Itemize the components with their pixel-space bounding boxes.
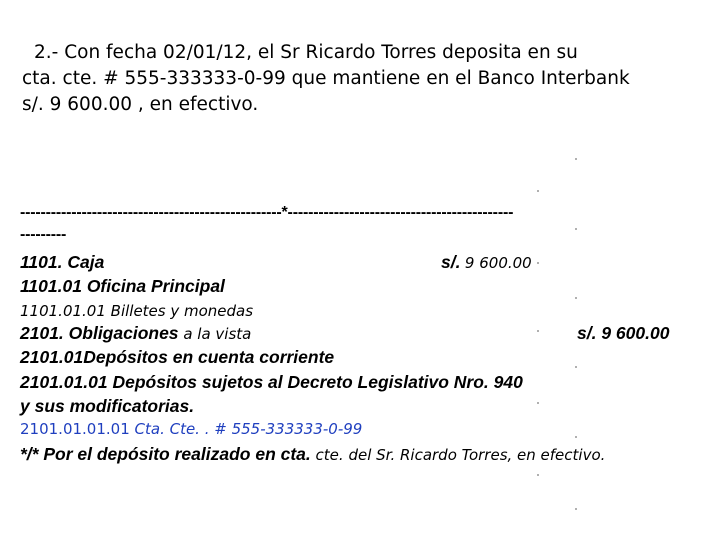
- debit-divisionary: 1101.01.01 Billetes y monedas: [20, 302, 254, 320]
- debit-amount-cell: [441, 252, 532, 273]
- credit-account: [20, 323, 251, 344]
- speck: [575, 508, 577, 510]
- speck: [575, 366, 577, 368]
- credit-detail-code: 2101.01.01.01: [20, 420, 130, 438]
- speck: [575, 297, 577, 299]
- gloss-main: */* Por el depósito realizado en cta.: [20, 444, 311, 464]
- speck: [537, 474, 539, 476]
- speck: [537, 402, 539, 404]
- speck: [537, 330, 539, 332]
- debit-currency: s/.: [441, 252, 461, 272]
- entry-separator-top: ---------------------------------------------------*--------------------------------------------: [20, 204, 514, 221]
- debit-amount: 9 600.00: [464, 254, 532, 272]
- speck: [575, 228, 577, 230]
- gloss-detail: cte. del Sr. Ricardo Torres, en efectivo.: [310, 446, 606, 464]
- speck: [575, 436, 577, 438]
- entry-gloss: [20, 444, 605, 465]
- credit-subaccount: 2101.01Depósitos en cuenta corriente: [20, 347, 335, 367]
- statement-line-3: s/. 9 600.00 , en efectivo.: [22, 94, 259, 115]
- problem-statement: [22, 40, 702, 118]
- speck: [537, 262, 539, 264]
- credit-divisionary-line-2: y sus modificatorias.: [20, 396, 195, 416]
- speck: [537, 190, 539, 192]
- speck: [575, 158, 577, 160]
- entry-separator-wrap: ---------: [20, 226, 67, 243]
- credit-detail: [20, 420, 362, 439]
- credit-amount: s/. 9 600.00: [577, 323, 670, 343]
- credit-account-name: 2101. Obligaciones: [20, 323, 179, 343]
- credit-divisionary-line-1: 2101.01.01 Depósitos sujetos al Decreto Legislativo Nro. 940: [20, 372, 523, 392]
- debit-account: 1101. Caja: [20, 252, 105, 272]
- statement-line-2: cta. cte. # 555-333333-0-99 que mantiene en el Banco Interbank: [22, 68, 630, 89]
- statement-line-1: 2.- Con fecha 02/01/12, el Sr Ricardo Torres deposita en su: [34, 42, 578, 63]
- credit-detail-account: Cta. Cte. . # 555-333333-0-99: [129, 420, 363, 438]
- credit-account-suffix: a la vista: [178, 325, 252, 343]
- debit-subaccount: 1101.01 Oficina Principal: [20, 276, 225, 296]
